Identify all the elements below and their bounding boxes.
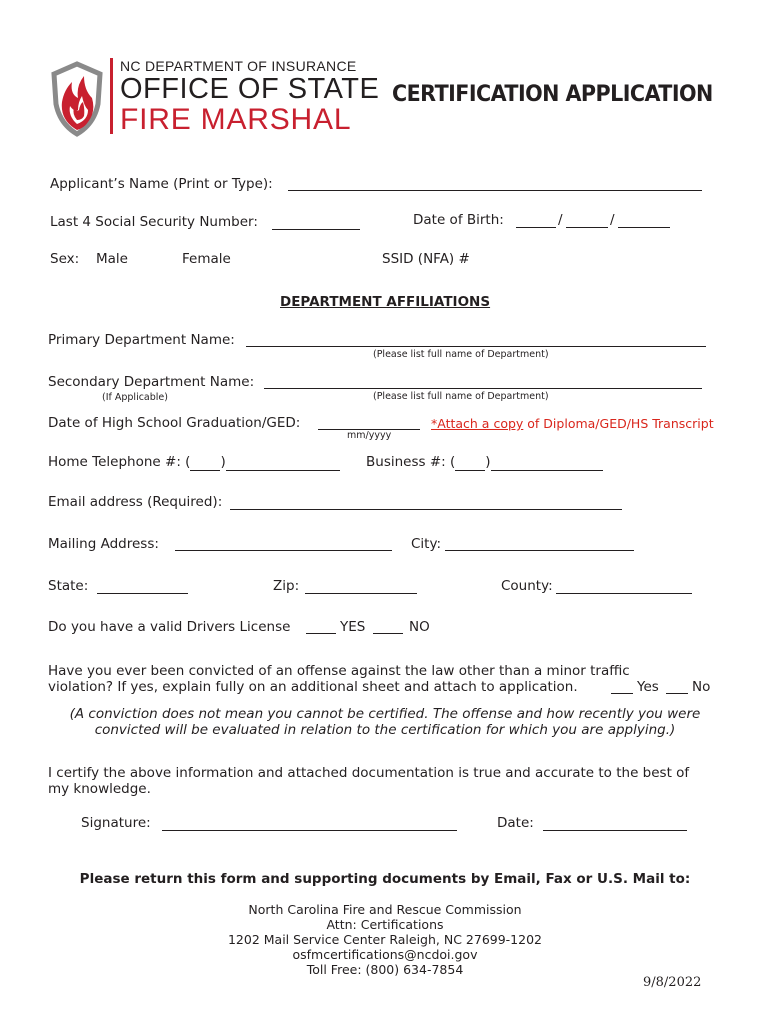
conviction-note-line2: convicted will be evaluated in relation to the certification for which you are applying.) (94, 722, 676, 738)
graduation-hint: mm/yyyy (347, 430, 392, 441)
sex-option-male[interactable]: Male (96, 251, 128, 267)
certify-statement-line2: my knowledge. (48, 781, 151, 797)
primary-dept-label: Primary Department Name: (48, 332, 235, 348)
home-phone-label-text: Home Telephone #: ( (48, 454, 191, 470)
zip-field[interactable] (305, 593, 417, 594)
certify-statement-line1: I certify the above information and attached documentation is true and accurate to the best of (48, 765, 690, 781)
ssn-field[interactable] (272, 229, 360, 230)
city-label: City: (411, 536, 442, 552)
date-label: Date: (497, 815, 534, 831)
drivers-no-option: NO (409, 619, 430, 635)
county-field[interactable] (556, 593, 692, 594)
secondary-dept-label: Secondary Department Name: (48, 374, 255, 390)
state-label: State: (48, 578, 89, 594)
date-field[interactable] (543, 830, 687, 831)
conviction-yes-option: Yes (637, 679, 659, 695)
home-phone-field[interactable] (226, 454, 340, 471)
business-phone-label-text: Business #: ( (366, 454, 456, 470)
state-field[interactable] (97, 593, 188, 594)
conviction-note-line1: (A conviction does not mean you cannot be certified. The offense and how recently you were (69, 706, 701, 722)
business-phone-label (366, 454, 603, 471)
primary-dept-hint: (Please list full name of Department) (373, 349, 549, 360)
drivers-yes-option: YES (340, 619, 366, 635)
secondary-if-applicable: (If Applicable) (102, 392, 168, 403)
attach-copy-note (431, 416, 714, 431)
dob-separator: / (610, 212, 615, 228)
home-phone-label (48, 454, 340, 471)
dob-day-field[interactable] (566, 227, 608, 228)
logo-line3: FIRE MARSHAL (120, 103, 352, 136)
dob-label: Date of Birth: (413, 212, 504, 228)
mailing-address-field[interactable] (175, 550, 392, 551)
conviction-question-line2: violation? If yes, explain fully on an additional sheet and attach to application. (48, 679, 578, 695)
agency-logo (48, 56, 380, 138)
return-phone: Toll Free: (800) 634-7854 (306, 962, 464, 977)
conviction-yes-blank[interactable] (611, 693, 633, 694)
attach-copy-text: of Diploma/GED/HS Transcript (523, 416, 714, 431)
return-instructions-heading: Please return this form and supporting documents by Email, Fax or U.S. Mail to: (79, 871, 691, 887)
home-phone-paren: ) (220, 454, 226, 470)
ssn-label: Last 4 Social Security Number: (50, 214, 258, 230)
primary-dept-field[interactable] (246, 346, 706, 347)
logo-line1: NC DEPARTMENT OF INSURANCE (120, 58, 357, 74)
drivers-yes-blank[interactable] (306, 633, 336, 634)
return-address-line: Attn: Certifications (326, 917, 444, 932)
return-address-line: North Carolina Fire and Rescue Commission (248, 902, 522, 917)
secondary-dept-hint: (Please list full name of Department) (373, 391, 549, 402)
sex-label: Sex: (50, 251, 80, 267)
business-phone-paren: ) (485, 454, 491, 470)
return-address-line: 1202 Mail Service Center Raleigh, NC 27699-1202 (227, 932, 542, 947)
city-field[interactable] (445, 550, 634, 551)
applicant-name-field[interactable] (288, 190, 702, 191)
email-label: Email address (Required): (48, 494, 223, 510)
affiliations-heading: DEPARTMENT AFFILIATIONS (280, 294, 491, 310)
drivers-no-blank[interactable] (373, 633, 403, 634)
conviction-no-blank[interactable] (666, 693, 688, 694)
signature-field[interactable] (162, 830, 457, 831)
signature-label: Signature: (81, 815, 151, 831)
mailing-address-label: Mailing Address: (48, 536, 159, 552)
revision-date: 9/8/2022 (643, 975, 702, 990)
zip-label: Zip: (273, 578, 300, 594)
business-area-code-field[interactable] (455, 454, 485, 471)
dob-year-field[interactable] (618, 227, 670, 228)
business-phone-field[interactable] (491, 454, 603, 471)
email-field[interactable] (230, 509, 622, 510)
flame-shield-icon (48, 60, 106, 138)
home-area-code-field[interactable] (190, 454, 220, 471)
applicant-name-label: Applicant’s Name (Print or Type): (50, 176, 273, 192)
sex-option-female[interactable]: Female (182, 251, 231, 267)
dob-separator: / (558, 212, 563, 228)
secondary-dept-field[interactable] (264, 388, 702, 389)
conviction-no-option: No (692, 679, 711, 695)
conviction-question-line1: Have you ever been convicted of an offense against the law other than a minor traffic (48, 663, 630, 679)
attach-copy-link[interactable]: *Attach a copy (431, 416, 524, 431)
dob-month-field[interactable] (516, 227, 556, 228)
county-label: County: (501, 578, 553, 594)
ssid-label: SSID (NFA) # (382, 251, 470, 267)
logo-line2: OFFICE OF STATE (120, 73, 380, 105)
graduation-label: Date of High School Graduation/GED: (48, 415, 301, 431)
page-title: CERTIFICATION APPLICATION (392, 82, 713, 107)
drivers-license-label: Do you have a valid Drivers License (48, 619, 291, 635)
return-email-link[interactable]: osfmcertifications@ncdoi.gov (292, 947, 478, 962)
